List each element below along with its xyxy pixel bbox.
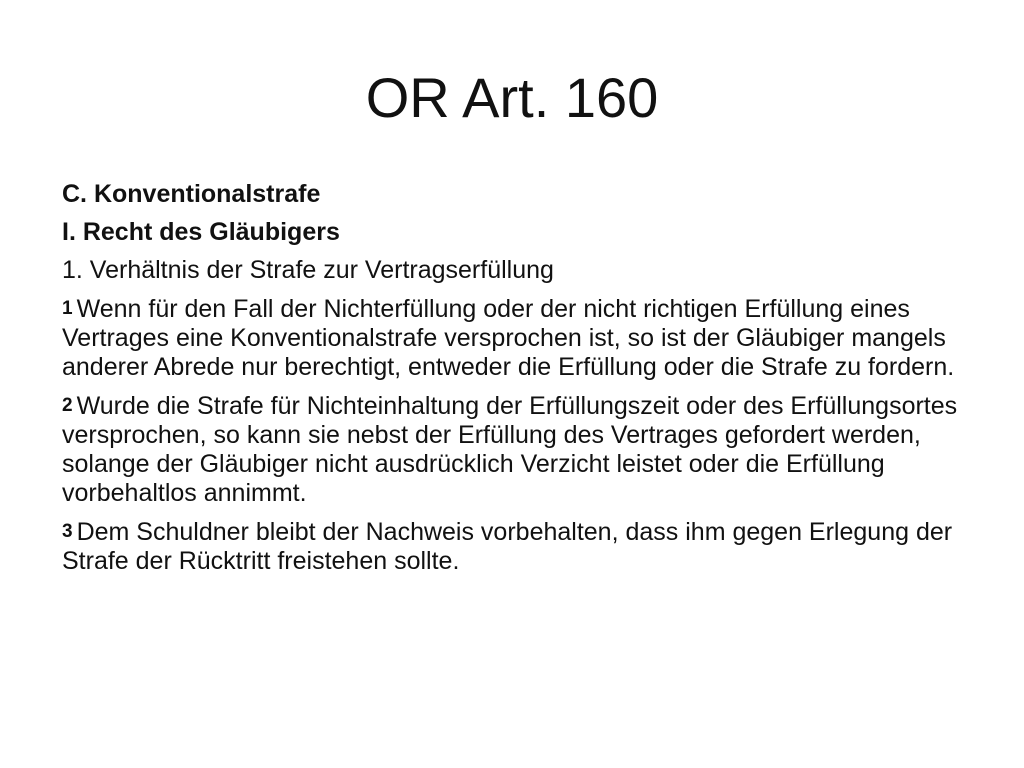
paragraph-text: Wurde die Strafe für Nichteinhaltung der Erfüllungszeit oder des Erfüllungsortes versprochen, so kann sie nebst der Erfüllung des Vertrages gefordert werden, solange der Gläubiger nicht ausdrücklich Verzicht leistet oder die Erfüllung vorbehaltlos annimmt. [62, 392, 958, 507]
paragraph-number: 2 [62, 395, 73, 416]
paragraph-number: 3 [62, 521, 73, 542]
topic-heading: 1. Verhältnis der Strafe zur Vertragserfüllung [62, 256, 554, 284]
paragraph-number: 1 [62, 298, 73, 319]
slide-title: OR Art. 160 [365, 66, 659, 129]
paragraph-text: Dem Schuldner bleibt der Nachweis vorbehalten, dass ihm gegen Erlegung der Strafe der Rücktritt freistehen sollte. [62, 518, 953, 575]
slide-content [62, 180, 982, 585]
paragraph-3 [62, 517, 982, 576]
paragraph-2 [62, 391, 982, 508]
paragraph-1 [62, 294, 982, 382]
paragraph-text: Wenn für den Fall der Nichterfüllung oder der nicht richtigen Erfüllung eines Vertrages eine Konventionalstrafe versprochen ist, so ist der Gläubiger mangels anderer Abrede nur berechtigt, entweder die Erfüllung oder die Strafe zu fordern. [62, 295, 955, 381]
section-heading: C. Konventionalstrafe [62, 180, 321, 208]
subsection-heading: I. Recht des Gläubigers [62, 218, 340, 246]
